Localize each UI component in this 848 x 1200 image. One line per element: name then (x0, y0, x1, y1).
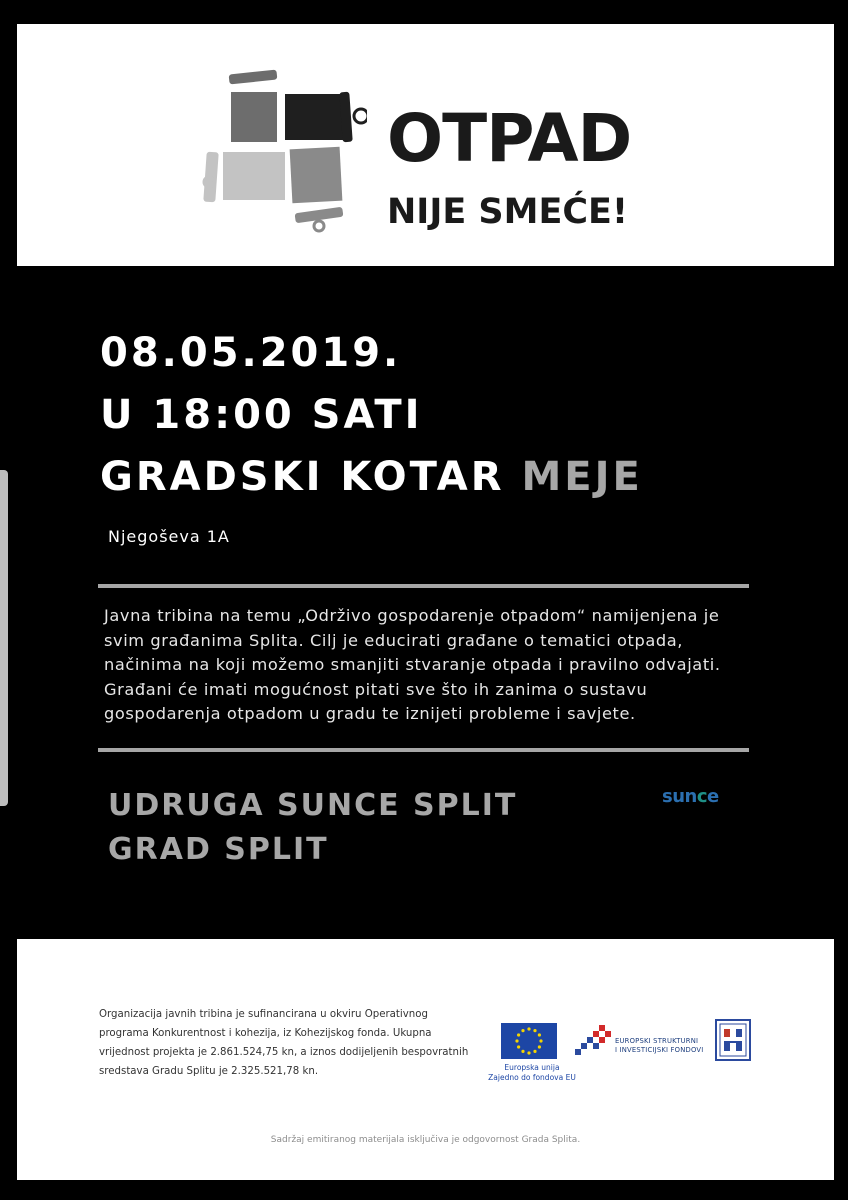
event-date: 08.05.2019. (100, 330, 402, 376)
esif-line1: EUROPSKI STRUKTURNI (615, 1037, 699, 1045)
header-banner (17, 24, 834, 266)
event-address: Njegoševa 1A (108, 527, 230, 546)
event-details (100, 322, 643, 508)
funding-text: Organizacija javnih tribina je sufinancirana u okviru Operativnog programa Konkurentnost i kohezija, iz Kohezijskog fonda. Ukupna vrijednost projekta je 2.861.524,75 kn, a iznos dodijeljenih bespovratnih sredstava Gradu Splitu je 2.325.521,78 kn. (99, 1009, 469, 1077)
sunce-logo-part3: e (707, 786, 719, 807)
event-place (100, 446, 643, 508)
waste-bins-logo-icon (187, 64, 367, 264)
footer (17, 939, 834, 1180)
sunce-logo-part1: sun (662, 786, 697, 807)
organizer-2: GRAD SPLIT (108, 832, 329, 867)
sunce-logo (662, 786, 719, 807)
event-time: U 18:00 SATI (100, 392, 423, 438)
esif-text (615, 1037, 703, 1055)
city-crest-icon (715, 1019, 751, 1061)
sunce-logo-part2: c (696, 786, 708, 807)
disclaimer: Sadržaj emitiranog materijala isključiva je odgovornost Grada Splita. (270, 1135, 581, 1145)
esif-checkerboard-icon (573, 1023, 613, 1059)
eu-flag-icon (501, 1023, 557, 1059)
eu-caption-line1: Europska unija (504, 1063, 560, 1072)
logo-title: OTPAD (387, 100, 632, 177)
organizers (108, 784, 517, 872)
eu-caption-line2: Zajedno do fondova EU (488, 1073, 576, 1082)
esif-line2: I INVESTICIJSKI FONDOVI (615, 1046, 704, 1054)
logo-subtitle: NIJE SMEĆE! (387, 192, 628, 232)
divider-bottom (98, 748, 749, 752)
event-description: Javna tribina na temu „Održivo gospodarenje otpadom“ namijenjena je svim građanima Splita. Cilj je educirati građane o tematici otpada, načinima na koji možemo smanjiti stvaranje otpada i pravilno odvajati. Građani će imati mogućnost pitati sve što ih zanima o sustavu gospodarenja otpadom u gradu te iznijeti probleme i savjete. (104, 606, 721, 724)
event-place-prefix: GRADSKI KOTAR (100, 454, 522, 500)
divider-top (98, 584, 749, 588)
event-place-highlight: MEJE (521, 454, 643, 500)
side-scroll-tab (0, 470, 8, 806)
organizer-1: UDRUGA SUNCE SPLIT (108, 788, 518, 823)
eu-caption (487, 1063, 577, 1083)
